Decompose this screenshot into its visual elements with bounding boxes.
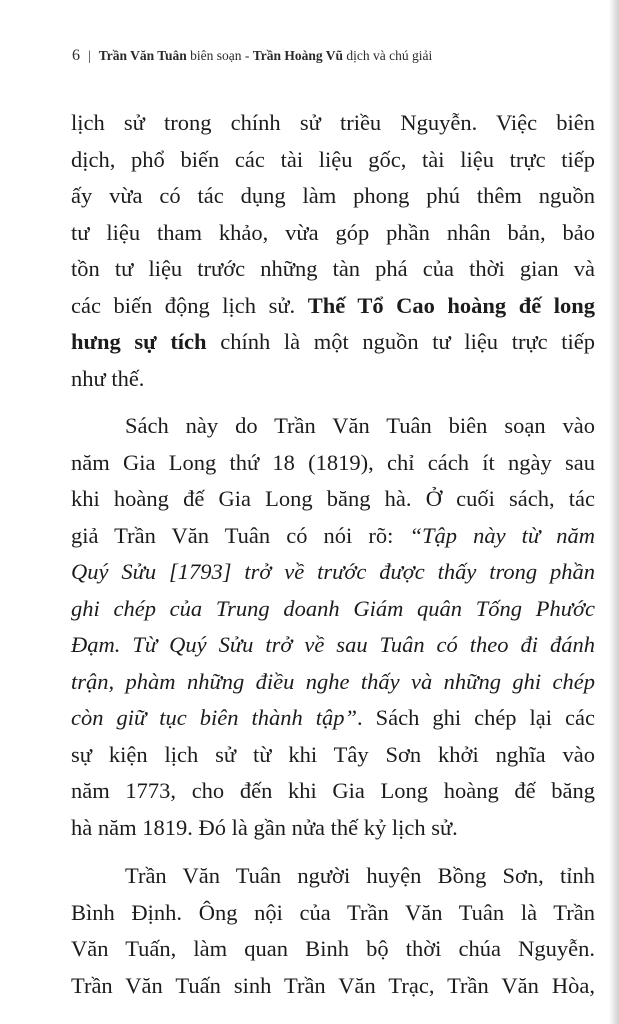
- quote-italic: “Tập này từ năm: [409, 522, 595, 548]
- text-run: giả Trần Văn Tuân có nói rõ:: [71, 522, 410, 548]
- paragraph-2: [71, 408, 595, 846]
- text-line: hà năm 1819. Đó là gần nửa thế kỷ lịch sử.: [71, 814, 458, 840]
- text-line: Trần Văn Tuấn sinh Trần Văn Trạc, Trần Văn Hòa,: [71, 972, 595, 998]
- book-title-bold: Thế Tổ Cao hoàng đế long: [307, 292, 596, 318]
- paragraph-3: [71, 858, 595, 1004]
- text-run: . Sách ghi chép lại các: [356, 705, 595, 730]
- text-line: Trần Văn Tuân người huyện Bồng Sơn, tỉnh: [125, 863, 595, 888]
- text-line: Văn Tuấn, làm quan Binh bộ thời chúa Nguyễn.: [71, 936, 595, 961]
- quote-italic-line: Đạm. Từ Quý Sửu trở về sau Tuân có theo đi đánh: [71, 632, 595, 657]
- text-line: [71, 324, 595, 361]
- text-line: ấy vừa có tác dụng làm phong phú thêm nguồn: [71, 183, 595, 208]
- quote-italic-line: Quý Sửu [1793] trở về trước được thấy trong phần: [71, 559, 595, 584]
- header-author-role: biên soạn: [190, 48, 242, 63]
- text-line: khi hoàng đế Gia Long băng hà. Ở cuối sách, tác: [71, 486, 595, 511]
- paragraph-gap: [71, 397, 595, 408]
- text-line: năm Gia Long thứ 18 (1819), chỉ cách ít ngày sau: [71, 449, 595, 475]
- text-line: Sách này do Trần Văn Tuân biên soạn vào: [125, 413, 595, 438]
- page-edge-shadow: [609, 0, 619, 1024]
- header-author: Trần Văn Tuân: [98, 48, 187, 63]
- text-line: lịch sử trong chính sử triều Nguyễn. Việc biên: [71, 110, 595, 135]
- page-number: 6: [72, 47, 80, 64]
- text-line: Bình Định. Ông nội của Trần Văn Tuân là Trần: [71, 899, 595, 925]
- quote-italic-line: ghi chép của Trung doanh Giám quân Tống Phước: [71, 595, 595, 621]
- header-translator: Trần Hoàng Vũ: [252, 48, 344, 63]
- quote-italic: còn giữ tục biên thành tập”: [71, 705, 357, 730]
- text-line: tư liệu tham khảo, vừa góp phần nhân bản, bảo: [71, 219, 595, 245]
- text-line: [71, 700, 595, 737]
- text-line: sự kiện lịch sử từ khi Tây Sơn khởi nghĩa vào: [71, 741, 595, 767]
- header-translator-role: dịch và chú giải: [346, 48, 433, 63]
- text-line: như thế.: [71, 365, 145, 391]
- text-run: các biến động lịch sử.: [71, 292, 308, 318]
- text-line: [71, 288, 595, 325]
- paragraph-1: [71, 105, 595, 397]
- running-header: [72, 47, 592, 65]
- text-line: năm 1773, cho đến khi Gia Long hoàng đế băng: [71, 778, 595, 803]
- paragraph-gap: [71, 846, 595, 858]
- book-title-bold: hưng sự tích: [71, 329, 207, 354]
- text-line: [71, 518, 595, 555]
- text-line: dịch, phổ biến các tài liệu gốc, tài liệu trực tiếp: [71, 146, 595, 172]
- header-separator: |: [88, 48, 91, 63]
- quote-italic-line: trận, phàm những điều nghe thấy và những ghi chép: [71, 668, 595, 694]
- text-run: chính là một nguồn tư liệu trực tiếp: [206, 329, 596, 354]
- text-line: tồn tư liệu trước những tàn phá của thời gian và: [71, 256, 595, 281]
- body-text: [71, 105, 595, 1004]
- header-dash: -: [244, 48, 250, 63]
